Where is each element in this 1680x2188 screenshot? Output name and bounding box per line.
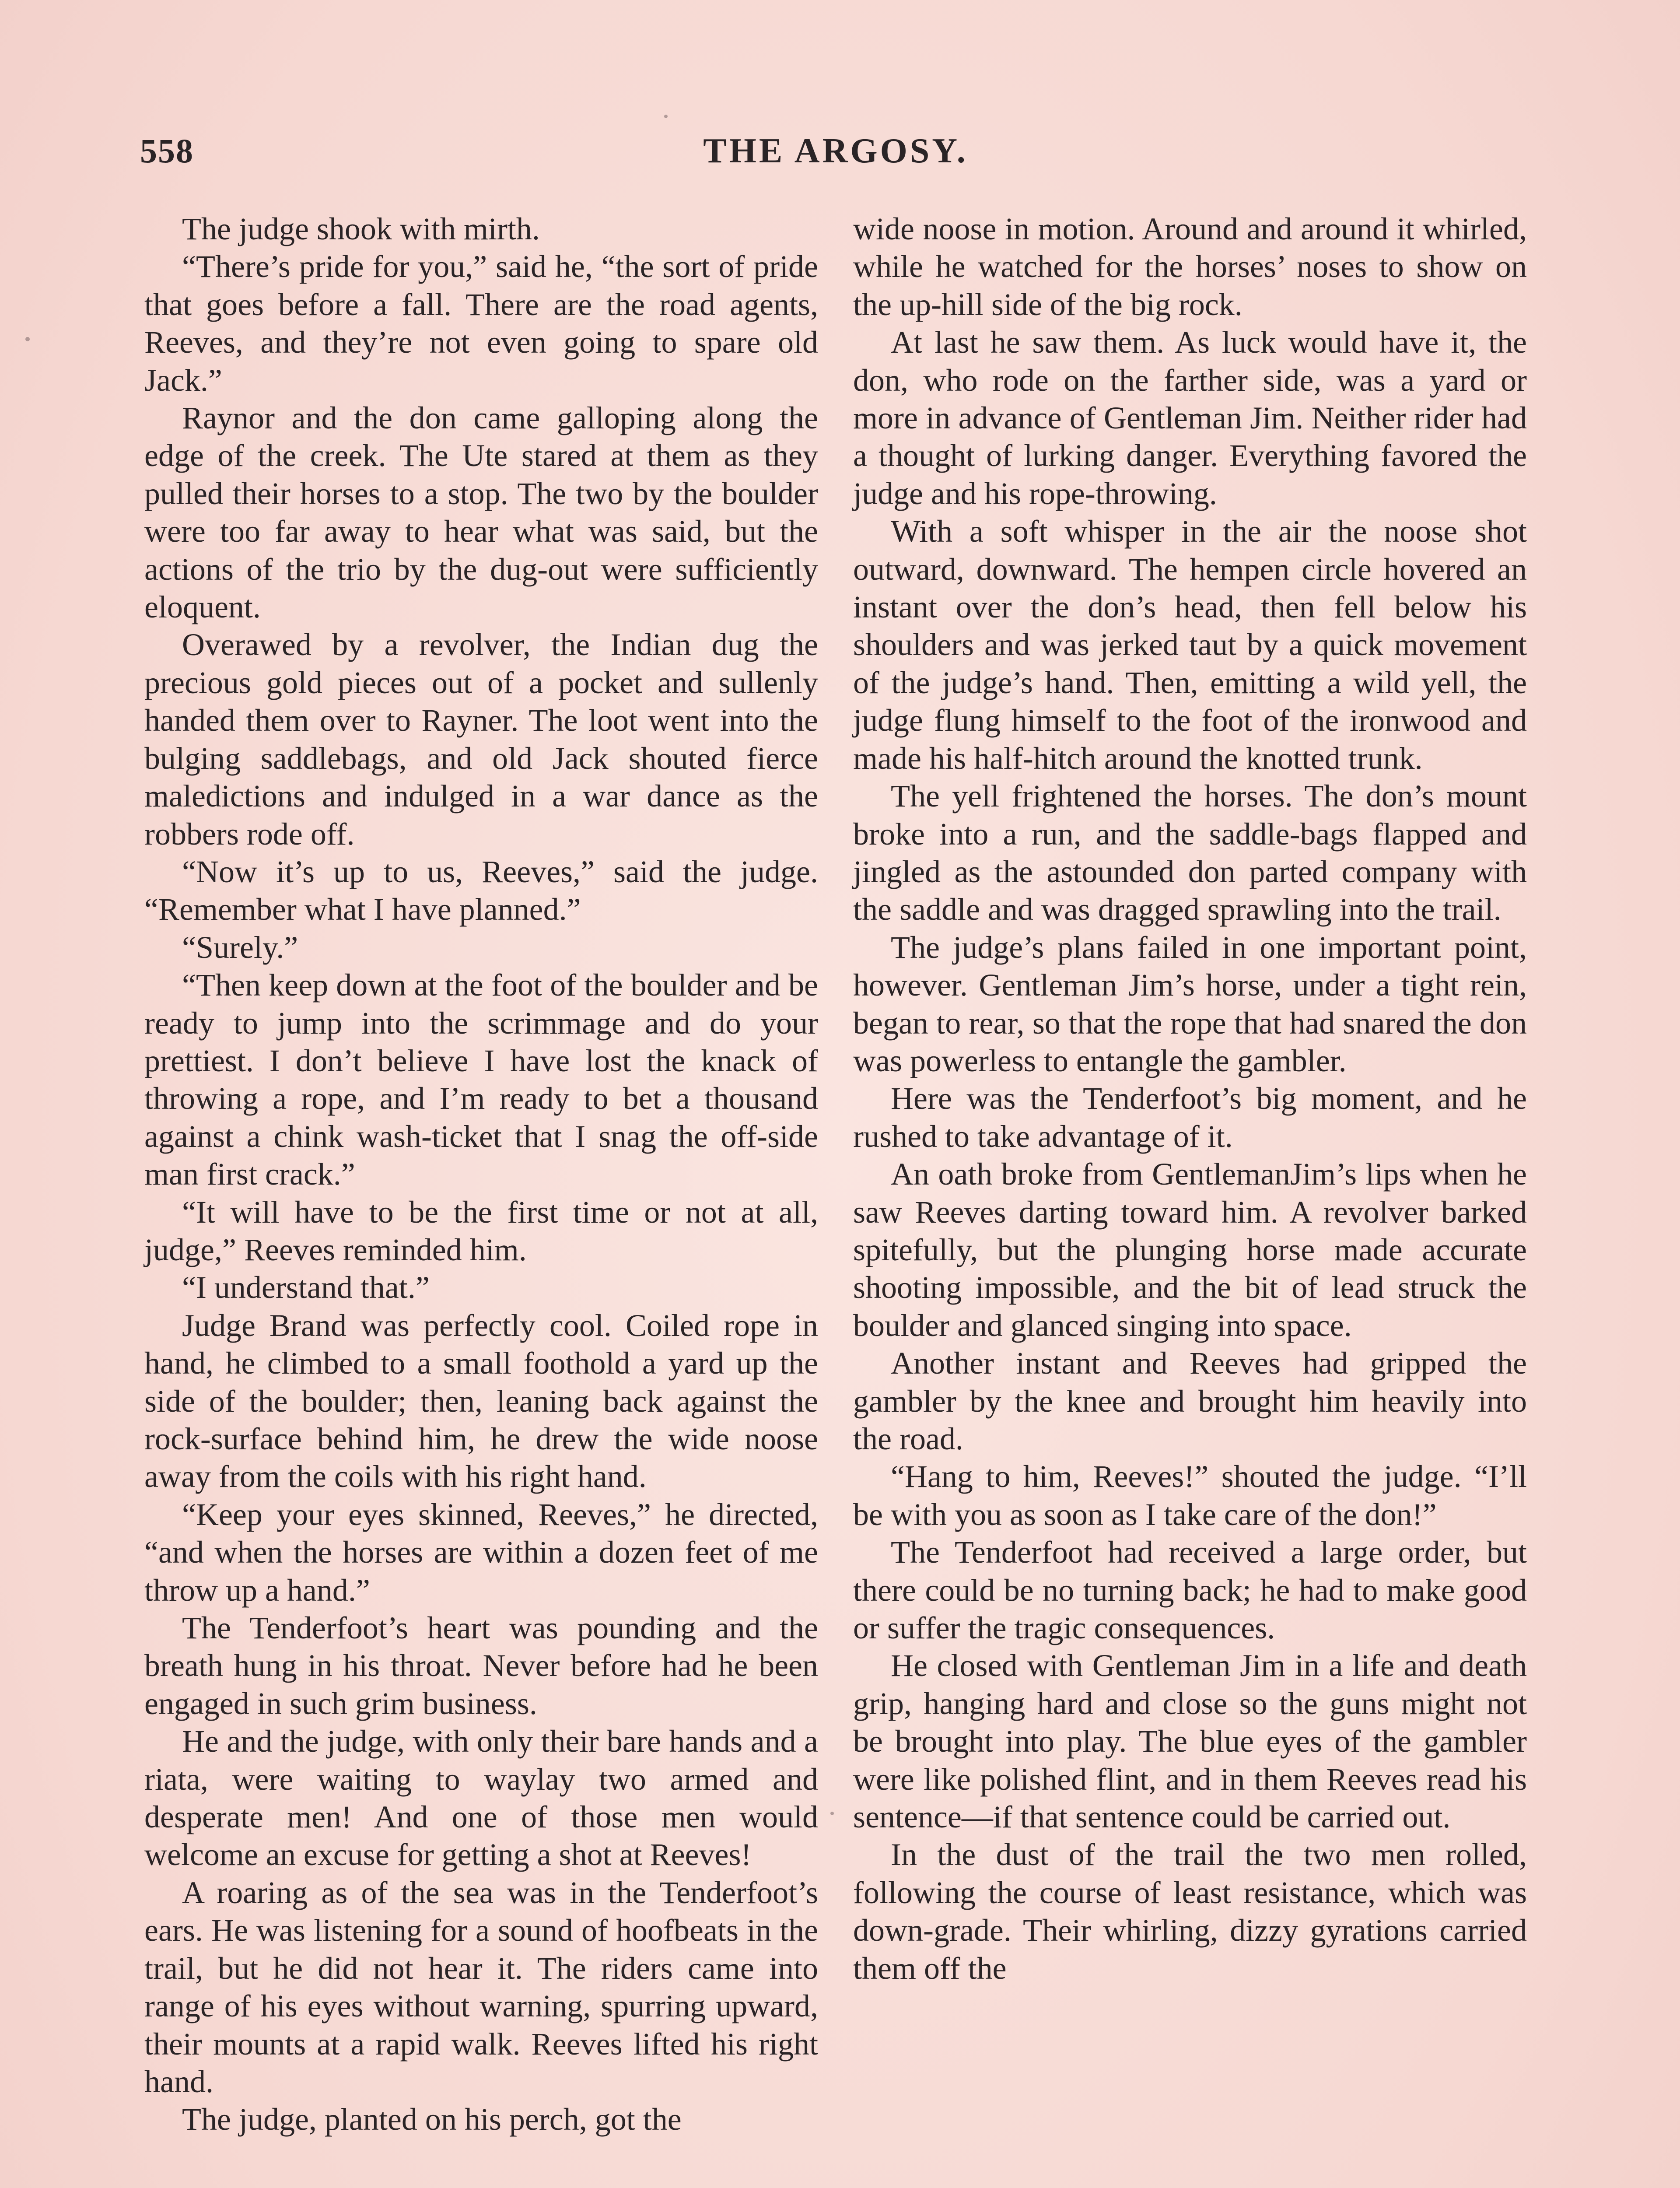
paragraph: “I understand that.”: [182, 1270, 430, 1305]
paragraph: The judge, planted on his perch, got the: [182, 2102, 682, 2137]
paragraph: “There’s pride for you,” said he, “the sort of pride that goes before a fall. There are the road agents, Reeves, and they’re not even going to spare old Jack.”: [144, 249, 818, 398]
paper-speck: [25, 337, 30, 341]
paragraph: A roaring as of the sea was in the Tenderfoot’s ears. He was listening for a sound of hoofbeats in the trail, but he did not hear it. The riders came into range of his eyes without warning, spurring upward, their mounts at a rapid walk. Reeves lifted his right hand.: [144, 1875, 818, 2099]
paragraph: Raynor and the don came galloping along the edge of the creek. The Ute stared at them as they pulled their horses to a stop. The two by the boulder were too far away to hear what was said, but the actions of the trio by the dug-out were sufficiently eloquent.: [144, 400, 818, 625]
paragraph: Another instant and Reeves had gripped the gambler by the knee and brought him heavily into the road.: [853, 1346, 1527, 1456]
paragraph: He closed with Gentleman Jim in a life and death grip, hanging hard and close so the guns might not be brought into play. The blue eyes of the gambler were like polished flint, and in them Reeves read his sentence—if that sentence could be carried out.: [853, 1648, 1527, 1835]
paragraph: The yell frightened the horses. The don’s mount broke into a run, and the saddle-bags flapped and jingled as the astounded don parted company with the saddle and was dragged sprawling into the trail.: [853, 778, 1527, 927]
paragraph: “Now it’s up to us, Reeves,” said the judge. “Remember what I have planned.”: [144, 854, 818, 927]
paragraph: Here was the Tenderfoot’s big moment, and he rushed to take advantage of it.: [853, 1081, 1527, 1154]
paragraph: “Keep your eyes skinned, Reeves,” he directed, “and when the horses are within a dozen feet of me throw up a hand.”: [144, 1497, 818, 1608]
paragraph: At last he saw them. As luck would have it, the don, who rode on the farther side, was a yard or more in advance of Gentleman Jim. Neither rider had a thought of lurking danger. Everything favored the judge and his rope-throwing.: [853, 325, 1527, 511]
paragraph: “Then keep down at the foot of the boulder and be ready to jump into the scrimmage and do your prettiest. I don’t believe I have lost the knack of throwing a rope, and I’m ready to bet a thousand against a chink wash-ticket that I snag the off-side man first crack.”: [144, 968, 818, 1192]
paragraph-continued: wide noose in motion. Around and around it whirled, while he watched for the horses’ noses to show on the up-hill side of the big rock.: [853, 211, 1527, 322]
paragraph: The Tenderfoot’s heart was pounding and the breath hung in his throat. Never before had he been engaged in such grim business.: [144, 1610, 818, 1721]
right-column: [853, 210, 1527, 1987]
paper-speck: [664, 115, 668, 118]
left-column: [144, 210, 818, 2139]
paragraph: An oath broke from GentlemanJim’s lips when he saw Reeves darting toward him. A revolver barked spitefully, but the plunging horse made accurate shooting impossible, and the bit of lead struck the boulder and glanced singing into space.: [853, 1157, 1527, 1343]
paragraph: The Tenderfoot had received a large order, but there could be no turning back; he had to make good or suffer the tragic consequences.: [853, 1535, 1527, 1646]
paragraph: “Hang to him, Reeves!” shouted the judge. “I’ll be with you as soon as I take care of the don!”: [853, 1459, 1527, 1532]
paragraph: He and the judge, with only their bare hands and a riata, were waiting to waylay two armed and desperate men! And one of those men would welcome an excuse for getting a shot at Reeves!: [144, 1724, 818, 1872]
paper-speck: [830, 1812, 834, 1815]
page-number: 558: [140, 132, 194, 170]
paragraph: With a soft whisper in the air the noose shot outward, downward. The hempen circle hovered an instant over the don’s head, then fell below his shoulders and was jerked taut by a quick movement of the judge’s hand. Then, emitting a wild yell, the judge flung himself to the foot of the ironwood and made his half-hitch around the knotted trunk.: [853, 514, 1527, 776]
paragraph: The judge’s plans failed in one important point, however. Gentleman Jim’s horse, under a tight rein, began to rear, so that the rope that had snared the don was powerless to entangle the gambler.: [853, 929, 1527, 1078]
running-head: [140, 131, 1531, 179]
paragraph: “It will have to be the first time or not at all, judge,” Reeves reminded him.: [144, 1194, 818, 1267]
paragraph: “Surely.”: [182, 929, 298, 965]
paragraph: Overawed by a revolver, the Indian dug the precious gold pieces out of a pocket and sullenly handed them over to Rayner. The loot went into the bulging saddlebags, and old Jack shouted fierce maledictions and indulged in a war dance as the robbers rode off.: [144, 627, 818, 852]
paragraph: The judge shook with mirth.: [182, 211, 540, 246]
journal-title: THE ARGOSY.: [703, 132, 968, 170]
paragraph: Judge Brand was perfectly cool. Coiled rope in hand, he climbed to a small foothold a yard up the side of the boulder; then, leaning back against the rock-surface behind him, he drew the wide noose away from the coils with his right hand.: [144, 1308, 818, 1494]
paragraph: In the dust of the trail the two men rolled, following the course of least resistance, which was down-grade. Their whirling, dizzy gyrations carried them off the: [853, 1837, 1527, 1986]
